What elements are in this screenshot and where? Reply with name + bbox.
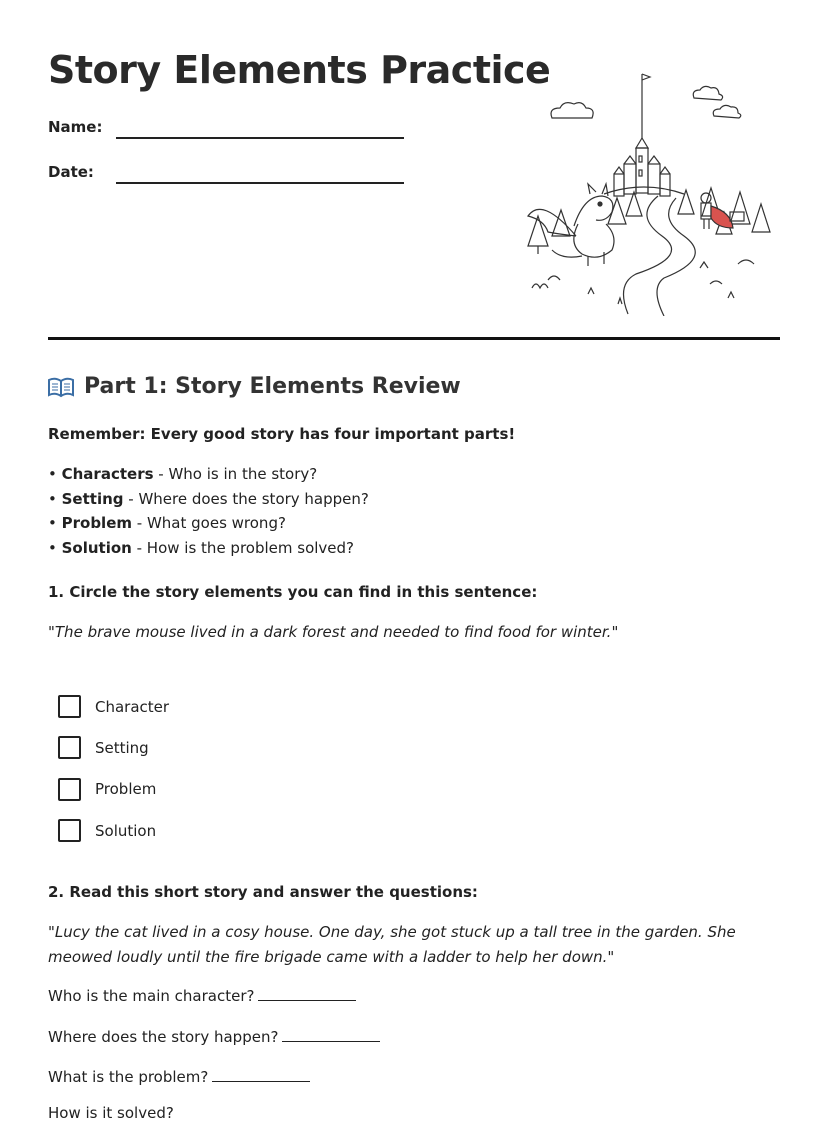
checkbox[interactable]: [58, 695, 81, 718]
divider: [48, 337, 780, 340]
option-setting[interactable]: [58, 727, 169, 768]
question-2-story: "Lucy the cat lived in a cosy house. One day, she got stuck up a tall tree in the garden. She meowed loudly until the fire brigade came with a ladder to help her down.": [48, 923, 736, 966]
element-desc: - What goes wrong?: [132, 514, 286, 533]
question-who: [48, 987, 356, 1005]
option-label: Solution: [95, 821, 157, 840]
cloud-icon: [551, 103, 593, 118]
checkbox[interactable]: [58, 736, 81, 759]
question-text: Where does the story happen?: [48, 1028, 279, 1046]
element-desc: - How is the problem solved?: [131, 538, 355, 557]
element-checklist: [58, 686, 169, 851]
checkbox[interactable]: [58, 819, 81, 842]
checkbox[interactable]: [58, 778, 81, 801]
castle-dragon-illustration: [518, 66, 776, 316]
option-label: Setting: [95, 738, 149, 757]
part1-heading-text: Part 1: Story Elements Review: [84, 374, 461, 399]
question-solution: [48, 1104, 174, 1122]
answer-blank[interactable]: [282, 1041, 380, 1042]
option-problem[interactable]: [58, 769, 169, 810]
cloud-icon: [693, 86, 722, 100]
question-problem: [48, 1068, 310, 1086]
element-term: Problem: [61, 514, 133, 533]
element-desc: - Where does the story happen?: [123, 489, 369, 508]
date-line[interactable]: [116, 182, 404, 184]
remember-note: Remember: Every good story has four important parts!: [48, 425, 516, 443]
list-item: • Problem - What goes wrong?: [48, 514, 286, 533]
page-title: Story Elements Practice: [48, 48, 551, 92]
option-label: Character: [95, 697, 170, 716]
list-item: • Characters - Who is in the story?: [48, 465, 318, 483]
option-label: Problem: [95, 780, 157, 799]
question-text: Who is the main character?: [48, 987, 255, 1005]
element-desc: - Who is in the story?: [153, 465, 318, 483]
question-where: [48, 1028, 380, 1046]
path-icon: [624, 196, 672, 314]
element-term: Setting: [61, 489, 124, 508]
question-1: 1. Circle the story elements you can find in this sentence:: [48, 583, 538, 601]
list-item: • Solution - How is the problem solved?: [48, 538, 355, 557]
part1-heading: [48, 374, 461, 399]
open-book-icon: [48, 376, 74, 398]
question-2: 2. Read this short story and answer the questions:: [48, 883, 478, 901]
element-term: Solution: [61, 538, 132, 557]
list-item: • Setting - Where does the story happen?: [48, 489, 369, 508]
option-character[interactable]: [58, 686, 169, 727]
answer-blank[interactable]: [212, 1081, 310, 1082]
question-1-sentence: "The brave mouse lived in a dark forest and needed to find food for winter.": [48, 623, 619, 641]
cloud-icon: [713, 105, 741, 118]
elements-list: [48, 462, 369, 560]
name-label: Name:: [48, 118, 103, 136]
date-label: Date:: [48, 163, 94, 181]
question-text: What is the problem?: [48, 1068, 209, 1086]
answer-blank[interactable]: [258, 1000, 356, 1001]
option-solution[interactable]: [58, 810, 169, 851]
castle-icon: [604, 74, 684, 196]
question-text: How is it solved?: [48, 1104, 174, 1122]
element-term: Characters: [61, 465, 154, 483]
name-line[interactable]: [116, 137, 404, 139]
